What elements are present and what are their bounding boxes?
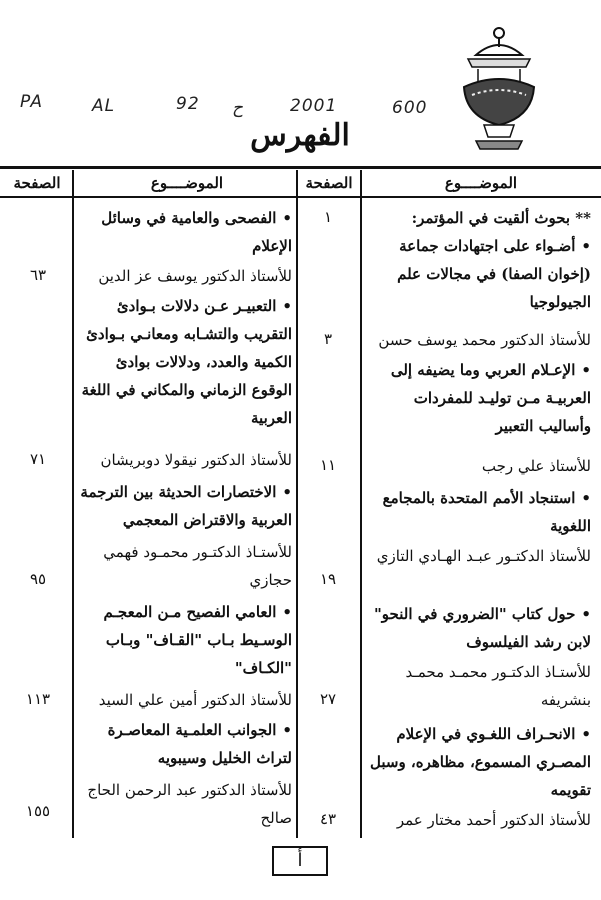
toc-entry-author: للأستاذ الدكتور نيقولا دوبريشان <box>100 451 292 469</box>
page-number-box: أ <box>272 846 328 876</box>
toc-entry-author: للأستاذ الدكتور يوسف عز الدين <box>98 267 292 285</box>
section-page: ١ <box>323 208 333 226</box>
toc-entry-author: للأستـاذ الدكتـور محمـود فهمي حجازي <box>103 543 292 589</box>
column-divider-1 <box>72 170 74 838</box>
toc-entry-title: •الانحـراف اللغـوي في الإعلام المصـري المسموع، مظاهره، وسبل تقويمه <box>370 725 591 799</box>
toc-entry-title: •الاختصارات الحديثة بين الترجمة العربية والاقتراض المعجمي <box>80 483 292 529</box>
section-heading: ** بحوث ألقيت في المؤتمر: <box>411 209 591 227</box>
header-left-topic: الموضــــوع <box>150 174 224 192</box>
handwritten-mark-3: 92 <box>176 94 200 114</box>
toc-entry-author: للأستاذ علي رجب <box>481 457 591 475</box>
header-rule <box>0 196 601 198</box>
handwritten-mark-1: PA <box>20 92 44 112</box>
toc-entry-title: •الإعـلام العربي وما يضيفه إلى العربيـة مـن توليـد للمفردات وأساليب التعبير <box>390 361 591 435</box>
toc-entry-page: ٧١ <box>29 450 47 468</box>
toc-entry-author: للأستـاذ الدكتـور محمـد محمـد بنشريفه <box>405 663 591 709</box>
academy-emblem-icon <box>454 25 544 155</box>
header-right-page: الصفحة <box>305 174 353 192</box>
toc-entry-author: للأستاذ الدكتور أحمد مختار عمر <box>396 811 591 829</box>
toc-entry-page: ٣ <box>323 330 333 348</box>
toc-entry-title: •التعبيـر عـن دلالات بـوادئ التقريب والتشـابه ومعانـي بـوادئ الكمية والعدد، ودلالات بوادئ الوقوع الزماني والمكاني في اللغة العربية <box>81 297 292 427</box>
toc-entry-author: للأستاذ الدكتور أمين علي السيد <box>98 691 292 709</box>
toc-entry-title: •حول كتاب "الضروري في النحو" لابن رشد الفيلسوف <box>373 605 591 651</box>
top-rule <box>0 166 601 169</box>
toc-entry-title: •استنجاد الأمم المتحدة بالمجامع اللغوية <box>382 489 591 535</box>
handwritten-mark-5: 2001 <box>290 96 338 116</box>
toc-entry-page: ٩٥ <box>29 570 47 588</box>
toc-entry-title: •العامي الفصيح مـن المعجـم الوسـيط بـاب "القـاف" وبـاب "الكـاف" <box>103 603 292 677</box>
toc-entry-page: ١٩ <box>319 570 337 588</box>
page-title: الفهرس <box>250 118 350 153</box>
toc-entry-page: ١١٣ <box>25 690 51 708</box>
toc-entry-title: •الجوانب العلمـية المعاصـرة لتراث الخليل وسيبويه <box>107 721 292 767</box>
header-left-page: الصفحة <box>13 174 61 192</box>
handwritten-mark-6: 600 <box>392 98 428 118</box>
toc-entry-title: •الفصحى والعامية في وسائل الإعلام <box>101 209 292 255</box>
toc-entry-page: ٤٣ <box>319 810 337 828</box>
column-divider-3 <box>360 170 362 838</box>
toc-entry-page: ٦٣ <box>29 266 47 284</box>
toc-entry-author: للأستاذ الدكتور محمد يوسف حسن <box>378 331 591 349</box>
toc-entry-page: ١٥٥ <box>25 802 51 820</box>
toc-entry-page: ١١ <box>319 456 337 474</box>
handwritten-mark-4: ح <box>232 98 243 118</box>
column-divider-2 <box>296 170 298 838</box>
handwritten-mark-2: AL <box>92 96 116 116</box>
toc-entry-page: ٢٧ <box>319 690 337 708</box>
toc-entry-author: للأستاذ الدكتـور عبـد الهـادي التازي <box>376 547 591 565</box>
toc-entry-title: •أضـواء على اجتهادات جماعة (إخوان الصفا) في مجالات علم الجيولوجيا <box>397 237 591 311</box>
header-right-topic: الموضــــوع <box>444 174 518 192</box>
toc-entry-author: للأستاذ الدكتور عبد الرحمن الحاج صالح <box>87 781 292 827</box>
